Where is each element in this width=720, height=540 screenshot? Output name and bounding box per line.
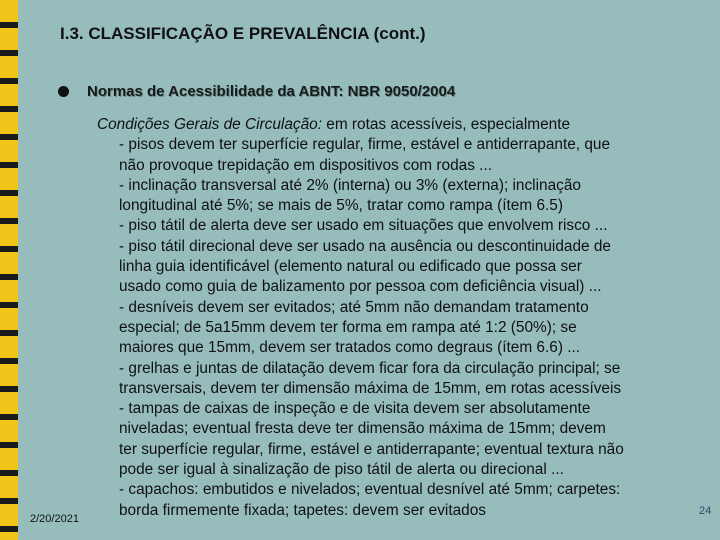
slide-body — [97, 115, 717, 521]
body-line: não provoque trepidação em dispositivos com rodas ... — [119, 156, 492, 174]
lead-line — [97, 115, 717, 135]
body-line: transversais, devem ter dimensão máxima de 15mm, em rotas acessíveis — [119, 379, 622, 397]
body-line: - grelhas e juntas de dilatação devem ficar fora da circulação principal; se — [119, 359, 621, 377]
body-line: - tampas de caixas de inspeção e de visita devem ser absolutamente — [119, 400, 591, 418]
body-line: - pisos devem ter superfície regular, firme, estável e antiderrapante, que — [119, 136, 611, 154]
body-line: niveladas; eventual fresta deve ter dimensão máxima de 15mm; devem — [119, 420, 606, 438]
body-line: maiores que 15mm, devem ser tratados como degraus (ítem 6.6) ... — [119, 339, 581, 357]
body-lines — [97, 135, 717, 521]
slide-title: I.3. CLASSIFICAÇÃO E PREVALÊNCIA (cont.) — [60, 24, 426, 43]
lead-rest: em rotas acessíveis, especialmente — [321, 116, 571, 133]
body-line: ter superfície regular, firme, estável e antiderrapante; eventual textura não — [119, 440, 624, 458]
bullet-heading-text: Normas de Acessibilidade da ABNT: NBR 9050/2004 — [87, 83, 456, 100]
body-line: pode ser igual à sinalização de piso tátil de alerta ou direcional ... — [119, 461, 564, 479]
decorative-left-stripe — [0, 0, 18, 540]
body-line: - inclinação transversal até 2% (interna) ou 3% (externa); inclinação — [119, 176, 581, 194]
body-line: longitudinal até 5%; se mais de 5%, tratar como rampa (ítem 6.5) — [119, 197, 563, 215]
bullet-heading — [58, 83, 455, 100]
body-line: - piso tátil de alerta deve ser usado em situações que envolvem risco ... — [119, 217, 608, 235]
body-line: especial; de 5a15mm devem ter forma em rampa até 1:2 (50%); se — [119, 318, 577, 336]
body-line: - piso tátil direcional deve ser usado na ausência ou descontinuidade de — [119, 237, 611, 255]
body-line: - capachos: embutidos e nivelados; eventual desnível até 5mm; carpetes: — [119, 481, 621, 499]
body-line: - desníveis devem ser evitados; até 5mm não demandam tratamento — [119, 298, 589, 316]
bullet-dot-icon — [58, 86, 69, 97]
body-line: borda firmemente fixada; tapetes: devem ser evitados — [119, 501, 487, 519]
page-number: 24 — [699, 505, 712, 517]
body-line: usado como guia de balizamento por pessoa com deficiência visual) ... — [119, 278, 602, 296]
slide-date: 2/20/2021 — [30, 513, 79, 525]
lead-label: Condições Gerais de Circulação: — [97, 116, 322, 133]
body-line: linha guia identificável (elemento natural ou edificado que possa ser — [119, 258, 582, 276]
